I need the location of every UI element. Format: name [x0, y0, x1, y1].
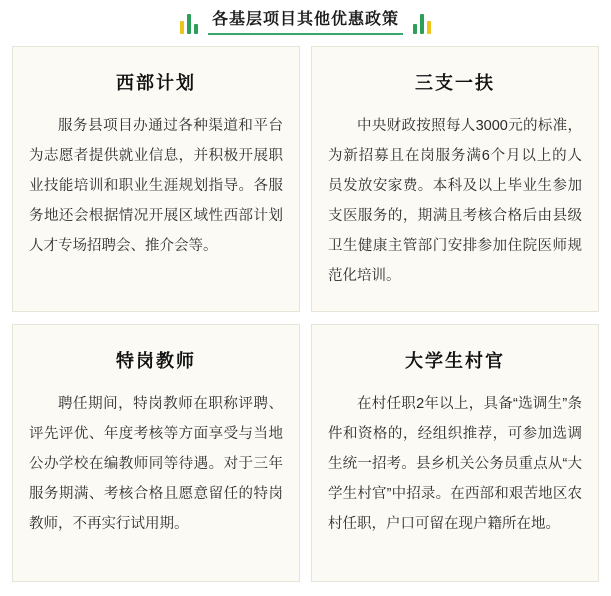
page-title: 各基层项目其他优惠政策 [208, 11, 403, 35]
policy-card-college-graduate-village-official [311, 324, 599, 582]
bar-chart-icon [413, 12, 431, 34]
page-header [0, 0, 611, 46]
policy-card-special-post-teacher [12, 324, 300, 582]
card-body: 中央财政按照每人3000元的标准，为新招募且在岗服务满6个月以上的人员发放安家费。本科及以上毕业生参加支医服务的，期满且考核合格后由县级卫生健康主管部门安排参加住院医师规范化培训。 [328, 118, 582, 284]
card-body: 在村任职2年以上，具备“选调生”条件和资格的，经组织推荐，可参加选调生统一招考。县乡机关公务员重点从“大学生村官”中招录。在西部和艰苦地区农村任职，户口可留在现户籍所在地。 [328, 396, 582, 532]
policy-card-three-support-one-help [311, 46, 599, 312]
policy-card-grid [0, 46, 611, 582]
card-title: 大学生村官 [405, 351, 505, 371]
card-title: 三支一扶 [415, 73, 495, 93]
card-body: 服务县项目办通过各种渠道和平台为志愿者提供就业信息，并积极开展职业技能培训和职业生涯规划指导。各服务地还会根据情况开展区域性西部计划人才专场招聘会、推介会等。 [29, 118, 283, 254]
card-body: 聘任期间，特岗教师在职称评聘、评先评优、年度考核等方面享受与当地公办学校在编教师同等待遇。对于三年服务期满、考核合格且愿意留任的特岗教师，不再实行试用期。 [29, 396, 283, 532]
bar-chart-icon [180, 12, 198, 34]
card-title: 西部计划 [116, 73, 196, 93]
card-title: 特岗教师 [116, 351, 196, 371]
policy-card-west-plan [12, 46, 300, 312]
